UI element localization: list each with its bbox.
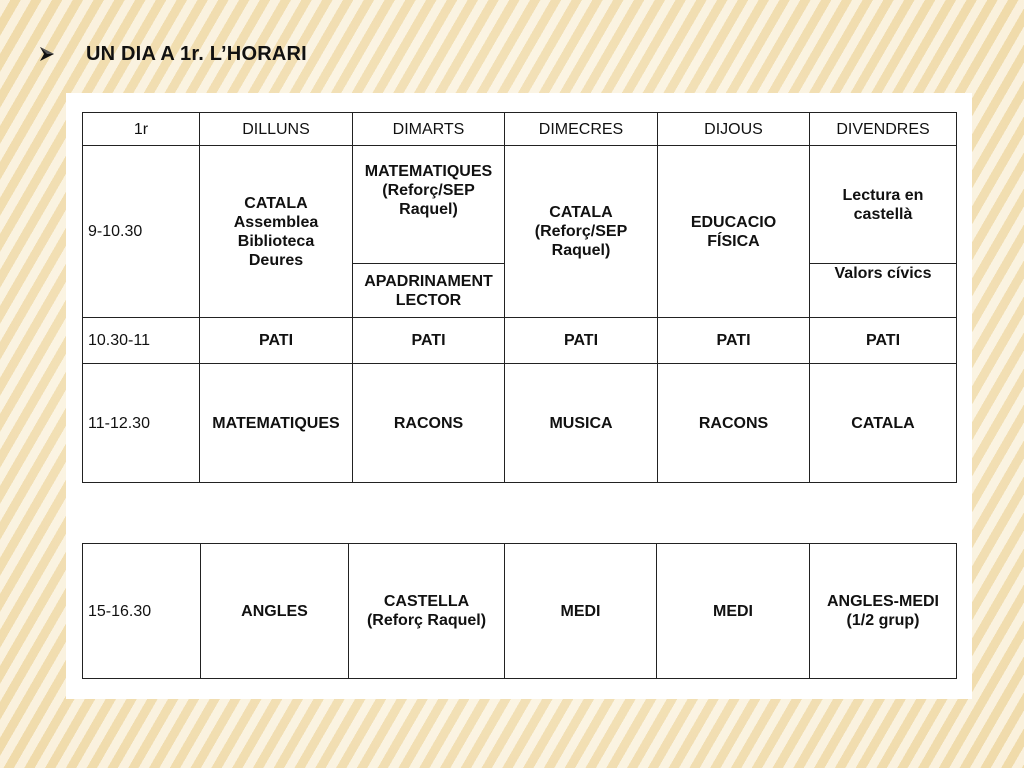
lesson-cell: MATEMATIQUES [200, 364, 353, 483]
lesson-cell: CATALA Assemblea Biblioteca Deures [200, 146, 353, 318]
lesson-cell: MEDI [657, 544, 810, 679]
lesson-cell: PATI [505, 318, 658, 364]
slide-title: UN DIA A 1r. L’HORARI [86, 42, 307, 65]
lesson-cell: EDUCACIO FÍSICA [658, 146, 810, 318]
table-row [83, 544, 957, 679]
time-cell: 15-16.30 [83, 544, 201, 679]
arrow-bullet-icon [38, 45, 56, 63]
lesson-cell: MATEMATIQUES (Reforç/SEP Raquel) [353, 146, 505, 264]
lesson-cell: Valors cívics [810, 264, 957, 318]
lesson-cell: MEDI [505, 544, 657, 679]
lesson-cell: RACONS [658, 364, 810, 483]
header-cell-dijous: DIJOUS [658, 113, 810, 146]
lesson-cell: CATALA [810, 364, 957, 483]
header-cell-dimarts: DIMARTS [353, 113, 505, 146]
time-cell: 10.30-11 [83, 318, 200, 364]
lesson-cell: CATALA (Reforç/SEP Raquel) [505, 146, 658, 318]
lesson-cell: APADRINAMENT LECTOR [353, 264, 505, 318]
table-row [83, 146, 957, 264]
lesson-cell: PATI [658, 318, 810, 364]
time-cell: 9-10.30 [83, 146, 200, 318]
lesson-cell: PATI [200, 318, 353, 364]
header-cell-grade: 1r [83, 113, 200, 146]
lesson-cell: ANGLES [201, 544, 349, 679]
lesson-cell: CASTELLA (Reforç Raquel) [349, 544, 505, 679]
lesson-cell: RACONS [353, 364, 505, 483]
table-row [83, 318, 957, 364]
timetable-afternoon [82, 543, 957, 679]
lesson-cell: PATI [353, 318, 505, 364]
header-cell-divendres: DIVENDRES [810, 113, 957, 146]
table-row [83, 364, 957, 483]
header-cell-dimecres: DIMECRES [505, 113, 658, 146]
timetable-morning [82, 112, 957, 483]
time-cell: 11-12.30 [83, 364, 200, 483]
slide-heading [38, 40, 307, 68]
lesson-cell: MUSICA [505, 364, 658, 483]
lesson-cell: PATI [810, 318, 957, 364]
lesson-cell: ANGLES-MEDI (1/2 grup) [810, 544, 957, 679]
timetable-panel [66, 93, 972, 699]
lesson-cell: Lectura en castellà [810, 146, 957, 264]
header-cell-dilluns: DILLUNS [200, 113, 353, 146]
header-row [83, 113, 957, 146]
